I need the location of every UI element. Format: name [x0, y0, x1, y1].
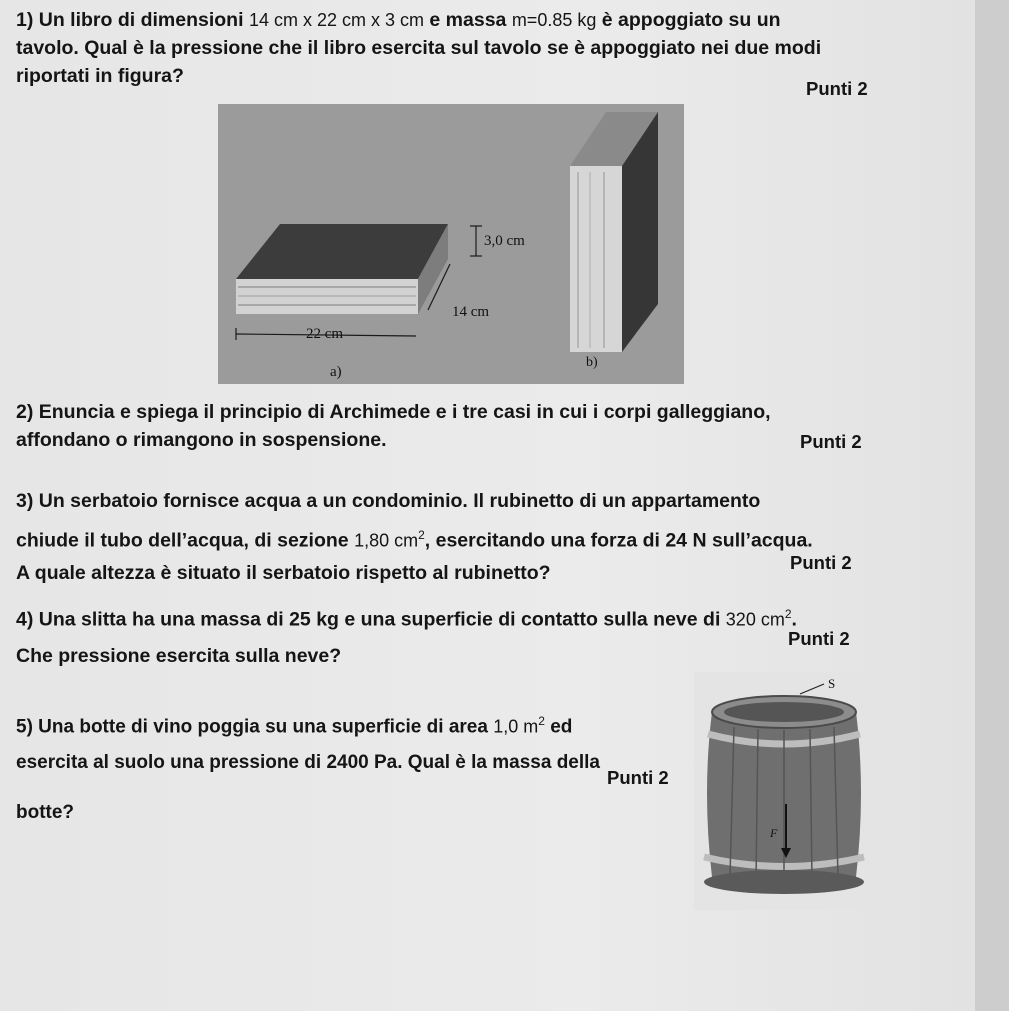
label-b: b) — [586, 355, 598, 370]
q3-line-1: 3) Un serbatoio fornisce acqua a un condominio. Il rubinetto di un appartamento — [16, 490, 761, 512]
q2-line-2: affondano o rimangono in sospensione. — [16, 429, 387, 451]
book-figure — [218, 104, 684, 384]
q1-points: Punti 2 — [806, 78, 868, 99]
q3-line-2b: , esercitando una forza di 24 N sull’acqua. — [424, 529, 813, 552]
q1-line-2: tavolo. Qual è la pressione che il libro esercita sul tavolo se è appoggiato nei due modi — [16, 37, 822, 59]
barrel-figure — [694, 672, 874, 910]
label-force: F — [770, 826, 778, 840]
page-edge — [975, 0, 1009, 1011]
q1-mass: m=0.85 kg — [511, 10, 597, 30]
q5-line-3: botte? — [16, 802, 75, 824]
q5-area-value: 1,0 m — [493, 716, 539, 737]
label-a: a) — [330, 364, 342, 380]
q3-section-value: 1,80 cm — [354, 530, 419, 551]
q2-line-1: 2) Enuncia e spiega il principio di Archimede e i tre casi in cui i corpi galleggiano, — [16, 401, 771, 423]
q4-line-1a: 4) Una slitta ha una massa di 25 kg e una superficie di contatto sulla neve di — [16, 608, 726, 631]
question-3 — [16, 487, 813, 587]
q3-line-3: A quale altezza è situato il serbatoio rispetto al rubinetto? — [16, 561, 551, 584]
barrel-drawing — [694, 672, 874, 910]
q5-points: Punti 2 — [607, 767, 669, 788]
q4-points: Punti 2 — [788, 628, 850, 649]
q1-line-3: riportati in figura? — [16, 65, 184, 87]
q4-area-exponent: 2 — [784, 607, 792, 621]
q1-text-b: e massa — [423, 9, 512, 31]
q4-area-value: 320 cm — [725, 609, 785, 630]
label-s: S — [828, 676, 836, 691]
q1-text-c: è appoggiato su un — [596, 9, 781, 31]
q5-line-1b: ed — [544, 716, 573, 738]
barrel-base — [704, 870, 864, 894]
label-length: 22 cm — [306, 326, 344, 342]
q5-line-2: esercita al suolo una pressione di 2400 Pa. Qual è la massa della — [16, 752, 600, 774]
q4-line-1b: . — [791, 608, 797, 631]
question-4 — [16, 600, 797, 670]
q4-line-2: Che pressione esercita sulla neve? — [16, 644, 342, 667]
q1-text-a: 1) Un libro di dimensioni — [16, 9, 249, 31]
question-1 — [16, 6, 821, 90]
q5-line-1a: 5) Una botte di vino poggia su una superficie di area — [16, 716, 494, 738]
label-thickness: 3,0 cm — [484, 233, 525, 249]
q3-points: Punti 2 — [790, 552, 852, 573]
q2-points: Punti 2 — [800, 431, 862, 452]
q3-section-exponent: 2 — [418, 528, 425, 542]
label-width: 14 cm — [452, 304, 490, 320]
book-figure-drawing — [218, 104, 684, 384]
q5-area-exponent: 2 — [538, 714, 545, 728]
question-2 — [16, 398, 771, 454]
question-5 — [16, 703, 600, 831]
q3-line-2a: chiude il tubo dell’acqua, di sezione — [16, 529, 355, 552]
q1-dimensions: 14 cm x 22 cm x 3 cm — [248, 10, 424, 30]
